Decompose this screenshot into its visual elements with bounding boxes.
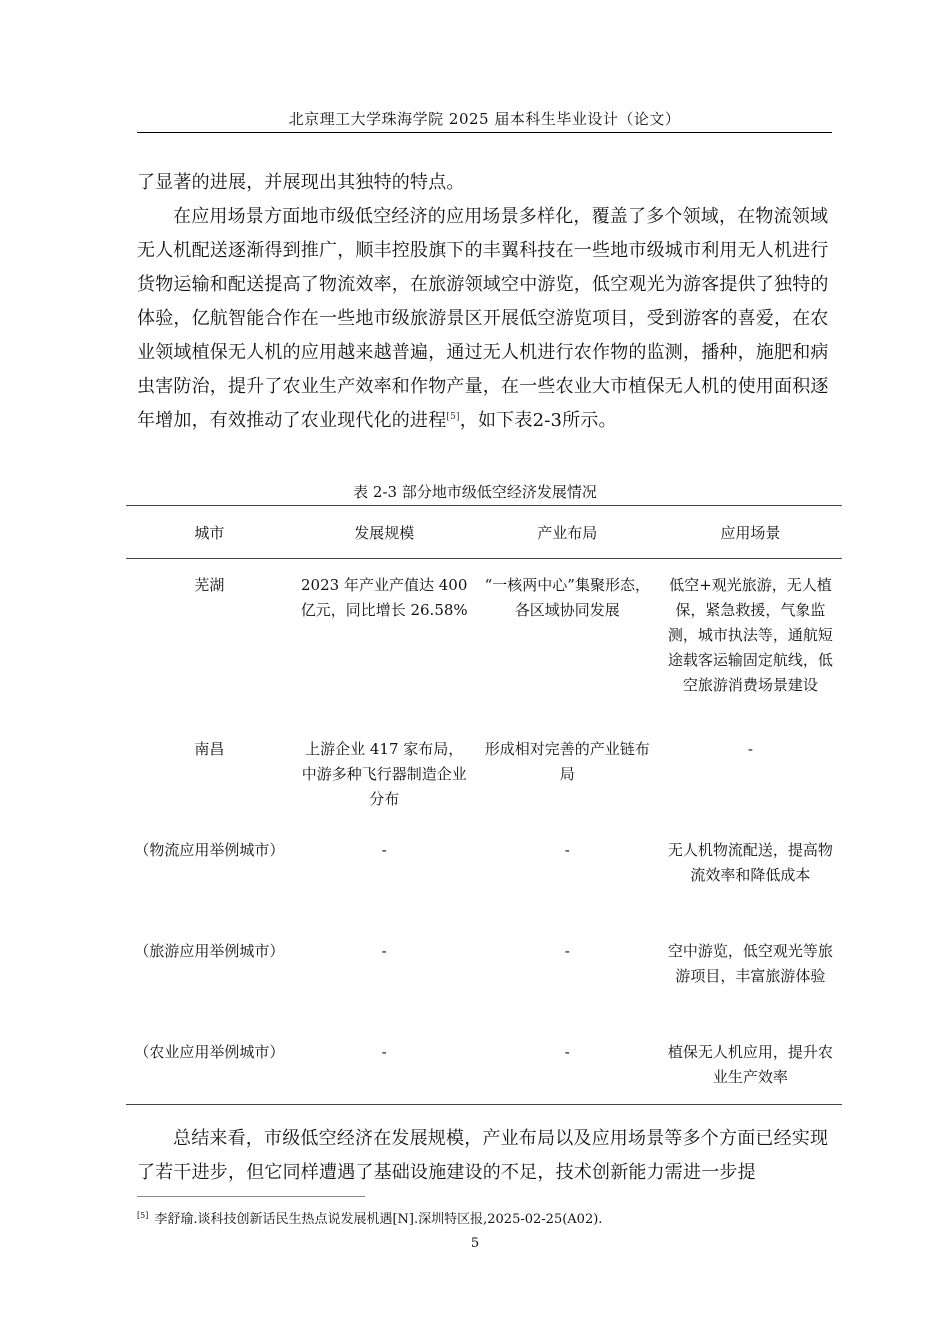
cell-scale: - <box>381 942 387 960</box>
cell-city: 南昌 <box>194 740 225 758</box>
table-row <box>126 559 842 738</box>
cell-scale: 2023 年产业产值达 400 亿元，同比增长 26.58% <box>300 576 468 619</box>
cell-layout: - <box>564 841 570 859</box>
cell-city: （旅游应用举例城市） <box>134 942 285 960</box>
citation-marker[interactable]: [5] <box>446 412 460 422</box>
cell-scenario: 无人机物流配送，提高物流效率和降低成本 <box>667 841 833 884</box>
cell-layout: - <box>476 1040 659 1105</box>
cell-scale: - <box>293 1040 476 1105</box>
paragraph-text: 在应用场景方面地市级低空经济的应用场景多样化，覆盖了多个领域，在物流领域无人机配送逐渐得到推广，顺丰控股旗下的丰翼科技在一些地市级城市利用无人机进行货物运输和配送提高了物流效率，在旅游领域空中游览，低空观光为游客提供了独特的体验，亿航智能合作在一些地市级旅游景区开展低空游览项目，受到游客的喜爱，在农业领域植保无人机的应用越来越普遍，通过无人机进行农作物的监测，播种，施肥和病虫害防治，提升了农业生产效率和作物产量，在一些农业大市植保无人机的使用面积逐年增加，有效推动了农业现代化的进程 <box>137 206 829 431</box>
cell-scale: - <box>381 841 387 859</box>
footnote <box>137 1208 602 1227</box>
running-header: 北京理工大学珠海学院 2025 届本科生毕业设计（论文） <box>288 110 681 128</box>
column-header-scenario: 应用场景 <box>659 506 842 559</box>
cell-scenario: 空中游览，低空观光等旅游项目，丰富旅游体验 <box>667 942 833 985</box>
table-row <box>126 939 842 1040</box>
footnote-mark: [5] <box>137 1210 149 1220</box>
table-row <box>126 1040 842 1105</box>
body-paragraph-2 <box>137 200 833 438</box>
footnote-rule <box>137 1196 365 1197</box>
cell-layout: 形成相对完善的产业链布局 <box>484 740 650 783</box>
cell-layout: “一核两中心”集聚形态，各区域协同发展 <box>484 576 650 619</box>
cell-scale: 上游企业 417 家布局，中游多种飞行器制造企业分布 <box>301 740 467 808</box>
footnote-text: 李舒瑜.谈科技创新话民生热点说发展机遇[N].深圳特区报,2025-02-25(A02). <box>154 1212 603 1227</box>
table-row <box>126 737 842 838</box>
cell-scenario: 植保无人机应用，提升农业生产效率 <box>659 1040 842 1105</box>
table-header-row <box>126 506 842 559</box>
table-caption: 表 2-3 部分地市级低空经济发展情况 <box>353 483 597 501</box>
body-paragraph-1: 了显著的进展，并展现出其独特的特点。 <box>137 172 465 193</box>
header-rule <box>137 132 832 133</box>
cell-city: （物流应用举例城市） <box>134 841 285 859</box>
column-header-city: 城市 <box>126 506 293 559</box>
column-header-scale: 发展规模 <box>293 506 476 559</box>
column-header-layout: 产业布局 <box>476 506 659 559</box>
cell-scenario: - <box>747 740 753 758</box>
cell-city: 芜湖 <box>194 576 225 594</box>
paragraph-text: ，如下表2-3所示。 <box>459 410 617 431</box>
page-number: 5 <box>470 1236 480 1251</box>
table-row <box>126 838 842 939</box>
body-paragraph-3: 总结来看，市级低空经济在发展规模，产业布局以及应用场景等多个方面已经实现了若干进步，但它同样遭遇了基础设施建设的不足，技术创新能力需进一步提 <box>137 1128 829 1183</box>
cell-layout: - <box>564 942 570 960</box>
development-table <box>126 505 842 1105</box>
cell-city: （农业应用举例城市） <box>126 1040 293 1105</box>
cell-scenario: 低空+观光旅游，无人植保，紧急救援，气象监测，城市执法等，通航短途载客运输固定航线，低空旅游消费场景建设 <box>667 576 833 694</box>
